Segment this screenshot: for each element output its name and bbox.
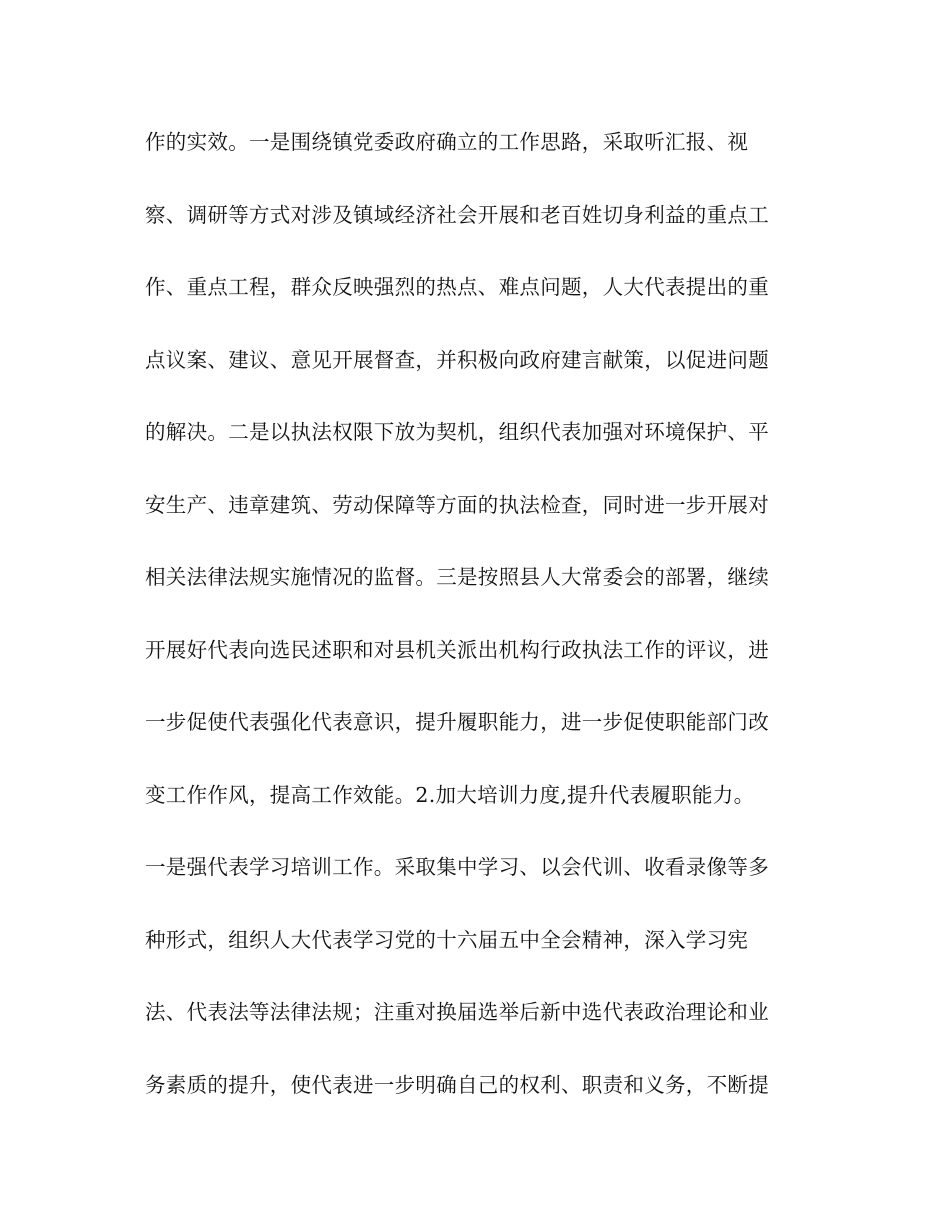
text-line: 法、代表法等法律法规；注重对换届选举后新中选代表政治理论和业: [145, 1000, 769, 1024]
text-line: 作、重点工程，群众反映强烈的热点、难点问题，人大代表提出的重: [145, 275, 769, 299]
text-line: 相关法律法规实施情况的监督。三是按照县人大常委会的部署，继续: [145, 565, 769, 589]
text-line: 开展好代表向选民述职和对县机关派出机构行政执法工作的评议，进: [145, 637, 769, 662]
text-line: 的解决。二是以执法权限下放为契机，组织代表加强对环境保护、平: [145, 420, 769, 444]
text-line: 点议案、建议、意见开展督查，并积极向政府建言献策，以促进问题: [145, 347, 769, 372]
text-line: 种形式，组织人大代表学习党的十六届五中全会精神，深入学习宪: [145, 927, 749, 952]
text-line: 安生产、违章建筑、劳动保障等方面的执法检查，同时进一步开展对: [145, 492, 769, 517]
text-line: 一是强代表学习培训工作。采取集中学习、以会代训、收看录像等多: [145, 855, 769, 879]
text-line: 一步促使代表强化代表意识，提升履职能力，进一步促使职能部门改: [145, 710, 769, 734]
text-line: 察、调研等方式对涉及镇域经济社会开展和老百姓切身利益的重点工: [145, 202, 769, 227]
text-line: 变工作作风，提高工作效能。2.加大培训力度,提升代表履职能力。: [145, 782, 755, 807]
text-line: 务素质的提升，使代表进一步明确自己的权利、职责和义务，不断提: [145, 1072, 769, 1097]
text-line: 作的实效。一是围绕镇党委政府确立的工作思路，采取听汇报、视: [145, 130, 749, 154]
body-paragraph: [145, 120, 805, 1135]
